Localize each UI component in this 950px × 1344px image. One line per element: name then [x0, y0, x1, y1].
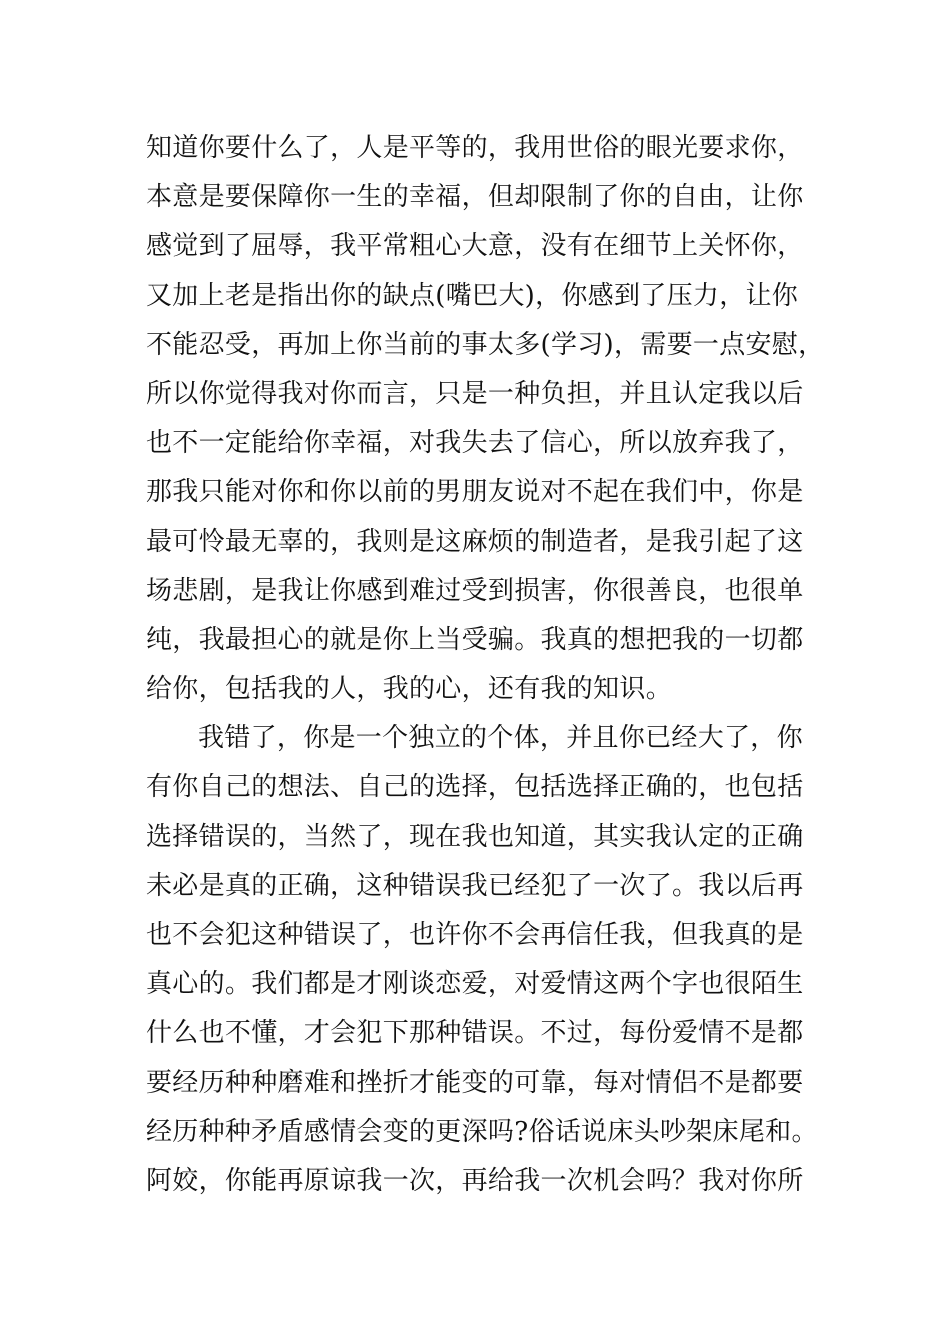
- text-line: 阿姣，你能再原谅我一次，再给我一次机会吗？我对你所: [146, 1165, 804, 1196]
- text-line: 给你，包括我的人，我的心，还有我的知识。: [146, 674, 673, 705]
- text-line: 本意是要保障你一生的幸福，但却限制了你的自由，让你: [146, 182, 804, 213]
- text-line: 纯，我最担心的就是你上当受骗。我真的想把我的一切都: [146, 624, 804, 655]
- text-line: 未必是真的正确，这种错误我已经犯了一次了。我以后再: [146, 870, 804, 901]
- body-text: [146, 124, 846, 1206]
- text-line: 场悲剧，是我让你感到难过受到损害，你很善良，也很单: [146, 575, 804, 606]
- text-line: 所以你觉得我对你而言，只是一种负担，并且认定我以后: [146, 378, 804, 409]
- text-line: 经历种种矛盾感情会变的更深吗?俗话说床头吵架床尾和。: [146, 1116, 818, 1147]
- text-line: 什么也不懂，才会犯下那种错误。不过，每份爱情不是都: [146, 1018, 804, 1049]
- text-line: 选择错误的，当然了，现在我也知道，其实我认定的正确: [146, 821, 804, 852]
- text-line: 要经历种种磨难和挫折才能变的可靠，每对情侣不是都要: [146, 1067, 804, 1098]
- text-line: 感觉到了屈辱，我平常粗心大意，没有在细节上关怀你，: [146, 231, 804, 262]
- paragraph-first-line: 我错了，你是一个独立的个体，并且你已经大了，你: [198, 723, 803, 754]
- text-line: 那我只能对你和你以前的男朋友说对不起在我们中，你是: [146, 477, 804, 508]
- text-line: 不能忍受，再加上你当前的事太多(学习)，需要一点安慰，: [146, 329, 825, 360]
- text-line: 也不会犯这种错误了，也许你不会再信任我，但我真的是: [146, 920, 804, 950]
- text-line: 又加上老是指出你的缺点(嘴巴大)，你感到了压力，让你: [146, 280, 799, 311]
- text-line: 知道你要什么了，人是平等的，我用世俗的眼光要求你，: [146, 133, 804, 163]
- text-line: 有你自己的想法、自己的选择，包括选择正确的，也包括: [146, 772, 804, 803]
- text-line: 也不一定能给你幸福，对我失去了信心，所以放弃我了，: [146, 428, 804, 459]
- text-line: 最可怜最无辜的，我则是这麻烦的制造者，是我引起了这: [146, 526, 804, 557]
- text-line: 真心的。我们都是才刚谈恋爱，对爱情这两个字也很陌生: [146, 969, 804, 1000]
